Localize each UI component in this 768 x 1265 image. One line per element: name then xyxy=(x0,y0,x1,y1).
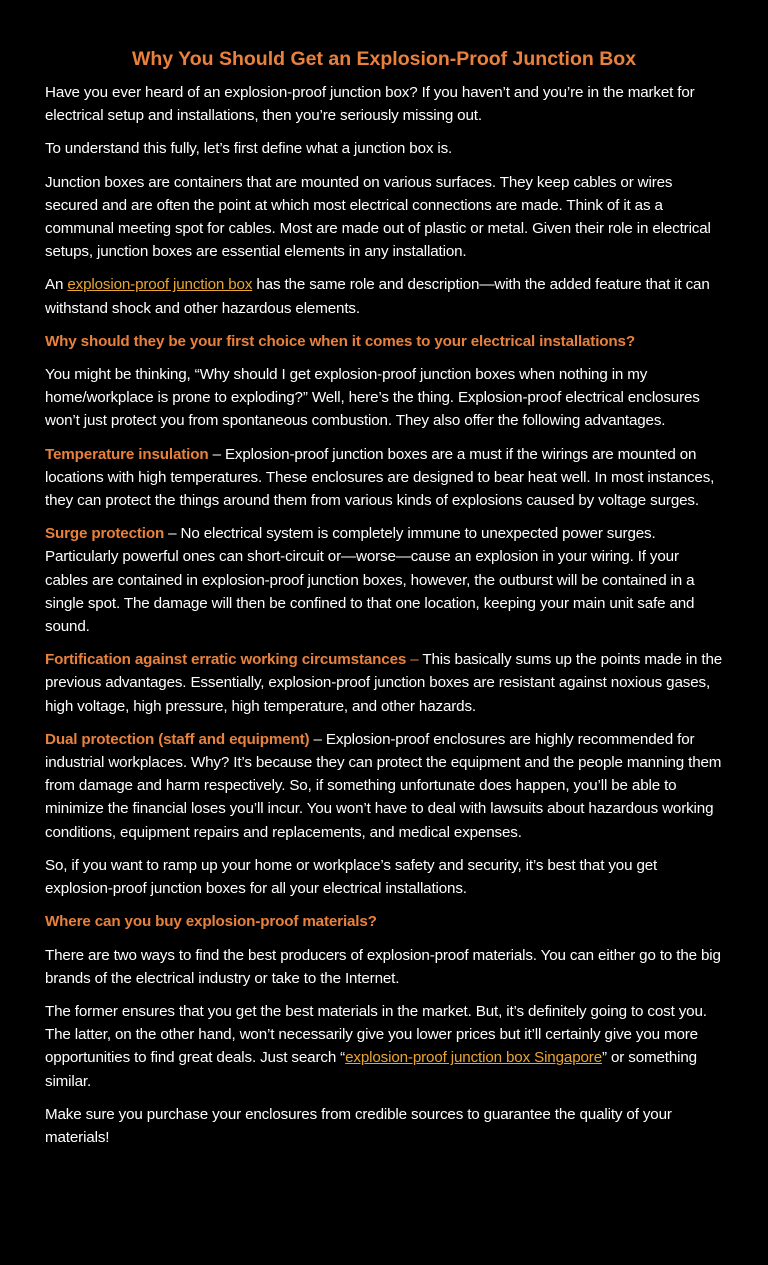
page-title: Why You Should Get an Explosion-Proof Junction Box xyxy=(131,48,637,70)
where-p2-before: The former ensures that you get the best materials in the market. But, it’s definitely going to cost you. The latter, on the other hand, won’t necessarily give you lower prices but it’ll certainly give you more opportunities to find great deals. Just search “ xyxy=(45,1002,707,1067)
explosion-proof-junction-box-singapore-link[interactable]: explosion-proof junction box Singapore xyxy=(345,1049,602,1067)
advantage-dual-protection xyxy=(45,728,723,844)
intro-paragraph-3: Junction boxes are containers that are mounted on various surfaces. They keep cables or wires secured and are often the point at which most electrical connections are made. Think of it as a communal meeting spot for cables. Most are made out of plastic or metal. Given their role in electrical setups, junction boxes are essential elements in any installation. xyxy=(45,173,711,261)
advantage-term: Dual protection (staff and equipment) xyxy=(45,730,310,748)
advantage-term: Surge protection xyxy=(45,525,165,543)
why-paragraph-1: You might be thinking, “Why should I get explosion-proof junction boxes when nothing in my home/workplace is prone to exploding?” Well, here’s the thing. Explosion-proof electrical enclosures won’t just protect you from spontaneous combustion. They also offer the following advantages. xyxy=(45,366,700,430)
advantage-separator: – xyxy=(208,445,225,463)
intro-p4-after: has the same role and description—with the added feature that it can withstand shock and other hazardous elements. xyxy=(45,276,710,317)
advantage-temperature-insulation xyxy=(45,443,723,513)
advantage-separator: – xyxy=(164,525,181,543)
advantage-text: Explosion-proof enclosures are highly recommended for industrial workplaces. Why? It’s because they can protect the equipment and the people manning them from damage and harm respectively. So, if something unfortunate does happen, you’ll be able to minimize the financial loses you’ll incur. You won’t have to deal with lawsuits about hazardous working conditions, equipment repairs and replacements, and medical expenses. xyxy=(45,730,722,841)
where-paragraph-1: There are two ways to find the best producers of explosion-proof materials. You can either go to the big brands of the electrical industry or take to the Internet. xyxy=(45,946,721,987)
where-p2-after: ” or something similar. xyxy=(45,1049,697,1090)
advantage-separator: – xyxy=(406,651,423,669)
intro-paragraph-2: To understand this fully, let’s first define what a junction box is. xyxy=(45,140,453,158)
advantage-text: Explosion-proof junction boxes are a must if the wirings are mounted on locations with high temperatures. These enclosures are designed to bear heat well. In most instances, they can protect the things around them from various kinds of explosions caused by voltage surges. xyxy=(45,445,715,510)
why-conclusion: So, if you want to ramp up your home or workplace’s safety and security, it’s best that you get explosion-proof junction boxes for all your electrical installations. xyxy=(45,856,658,898)
why-heading: Why should they be your first choice when it comes to your electrical installations? xyxy=(45,332,635,350)
advantage-surge-protection xyxy=(45,522,723,638)
intro-paragraph-4 xyxy=(45,273,723,319)
intro-p4-before: An xyxy=(45,276,68,294)
intro-paragraph-1: Have you ever heard of an explosion-proof junction box? If you haven’t and you’re in the market for electrical setup and installations, then you’re seriously missing out. xyxy=(45,84,695,125)
where-paragraph-3: Make sure you purchase your enclosures from credible sources to guarantee the quality of your materials! xyxy=(45,1105,672,1146)
explosion-proof-junction-box-link[interactable]: explosion-proof junction box xyxy=(67,276,253,294)
advantage-term: Temperature insulation xyxy=(45,445,209,463)
where-paragraph-2 xyxy=(45,1000,723,1093)
advantage-fortification xyxy=(45,648,723,718)
advantage-term: Fortification against erratic working circumstances xyxy=(45,651,407,669)
advantage-text: This basically sums up the points made in the previous advantages. Essentially, explosion-proof junction boxes are resistant against noxious gases, high voltage, high pressure, high temperature, and other hazards. xyxy=(45,651,723,715)
where-heading: Where can you buy explosion-proof materials? xyxy=(45,913,377,931)
advantage-separator: – xyxy=(309,730,326,748)
advantage-text: No electrical system is completely immune to unexpected power surges. Particularly powerful ones can short-circuit or—worse—cause an explosion in your wiring. If your cables are contained in explosion-proof junction boxes, however, the outburst will be contained in a single spot. The damage will then be confined to that one location, keeping your main unit safe and sound. xyxy=(45,525,695,636)
